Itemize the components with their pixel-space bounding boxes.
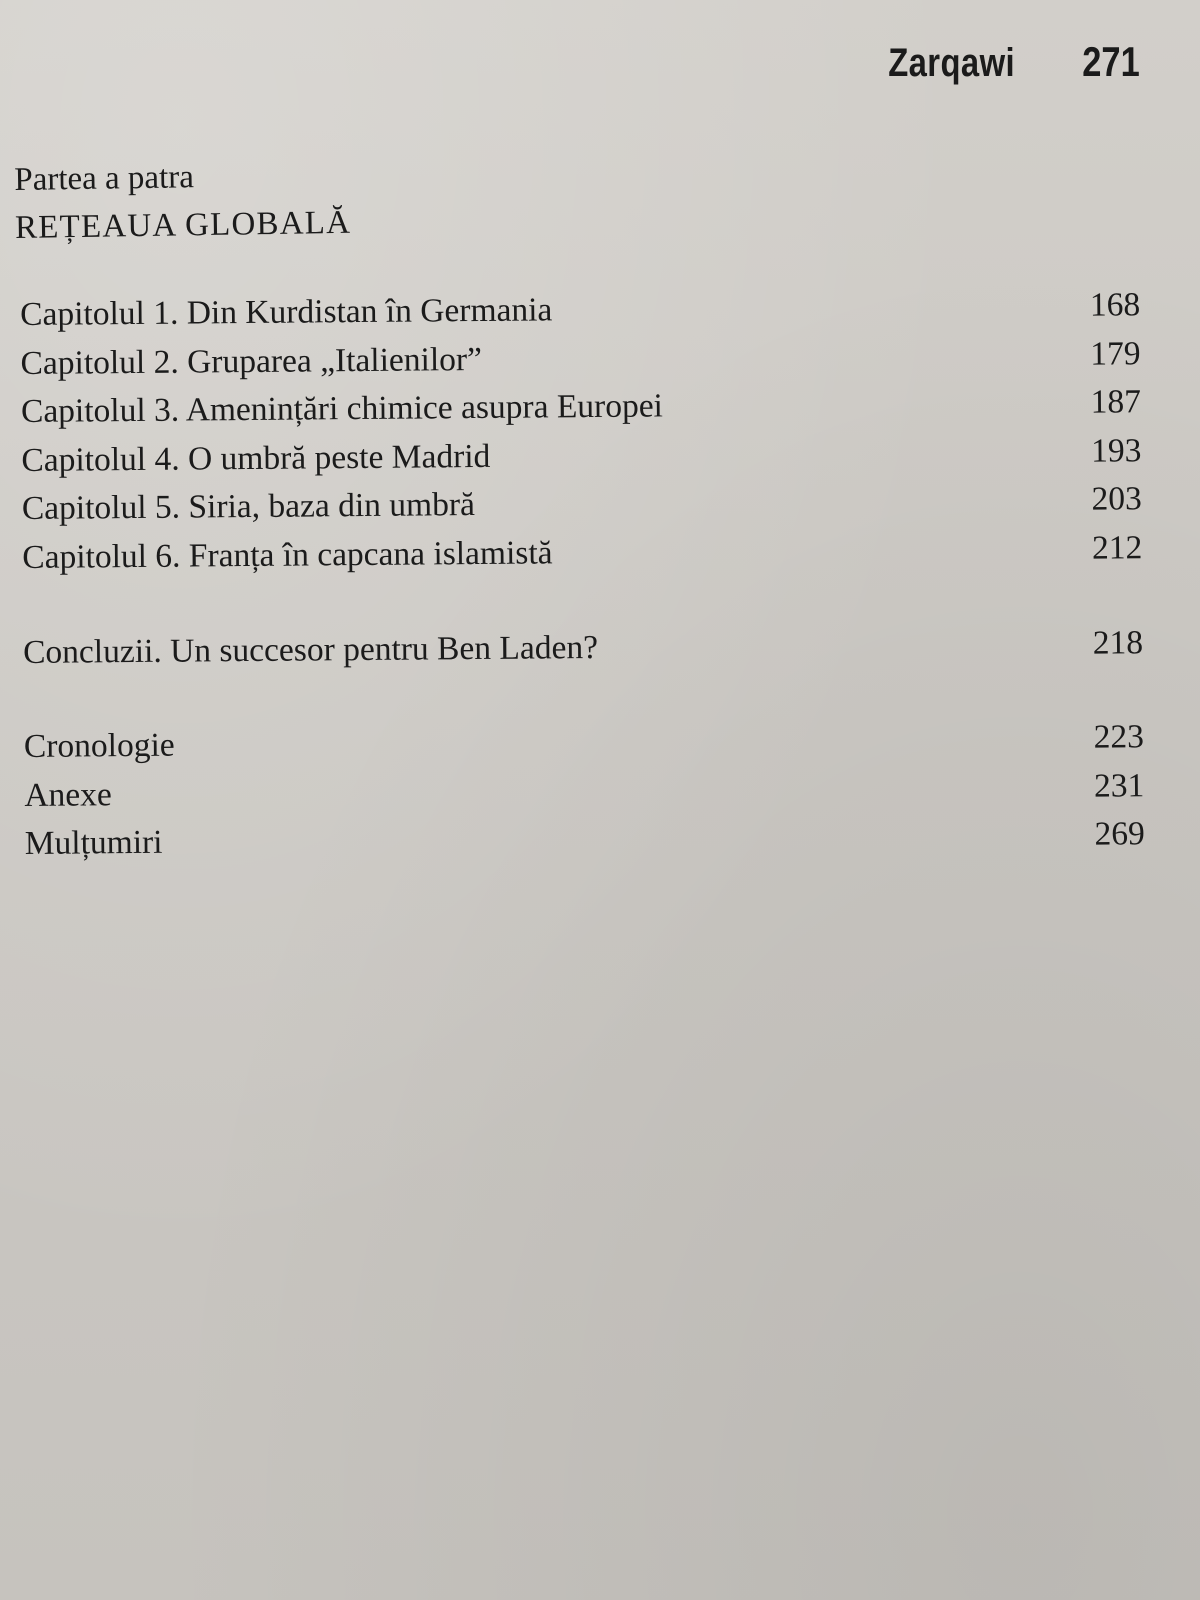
toc-entry-page: 223	[1093, 718, 1145, 756]
toc-entry-title: Cronologie	[23, 726, 175, 766]
toc-entry-page: 168	[1089, 286, 1141, 324]
toc-entry-page: 187	[1090, 383, 1142, 421]
toc-entry-page: 193	[1090, 432, 1142, 470]
toc-entry-title: Anexe	[24, 775, 112, 814]
toc-entry-page: 179	[1090, 334, 1141, 373]
toc-entry-page: 269	[1094, 815, 1145, 853]
part-heading	[14, 155, 351, 250]
toc-entry-acknowledgements	[25, 816, 1145, 874]
toc-entry-page: 212	[1091, 529, 1143, 567]
toc-entry-page: 231	[1093, 766, 1145, 805]
toc-entry-title: Capitolul 3. Amenințări chimice asupra Europei	[20, 387, 664, 431]
part-title: REȚEAUA GLOBALĂ	[14, 204, 352, 246]
toc-entry-title: Concluzii. Un succesor pentru Ben Laden?	[22, 628, 599, 671]
toc-entry-page: 203	[1091, 480, 1142, 519]
toc-entry-page: 218	[1092, 623, 1144, 662]
toc-entry-title: Capitolul 4. O umbră peste Madrid	[21, 437, 491, 479]
page-header	[888, 38, 1140, 86]
toc-entry-title: Mulțumiri	[24, 824, 163, 863]
toc-entry-title: Capitolul 2. Gruparea „Italienilor”	[20, 340, 483, 382]
toc-entry-title: Capitolul 6. Franța în capcana islamistă	[22, 534, 553, 576]
part-label: Partea a patra	[14, 159, 195, 198]
table-of-contents	[20, 286, 1145, 874]
page-number: 271	[1082, 38, 1140, 85]
running-title: Zarqawi	[888, 41, 1016, 85]
toc-entry-title: Capitolul 5. Siria, baza din umbră	[21, 486, 476, 528]
toc-entry-title: Capitolul 1. Din Kurdistan în Germania	[20, 291, 553, 333]
